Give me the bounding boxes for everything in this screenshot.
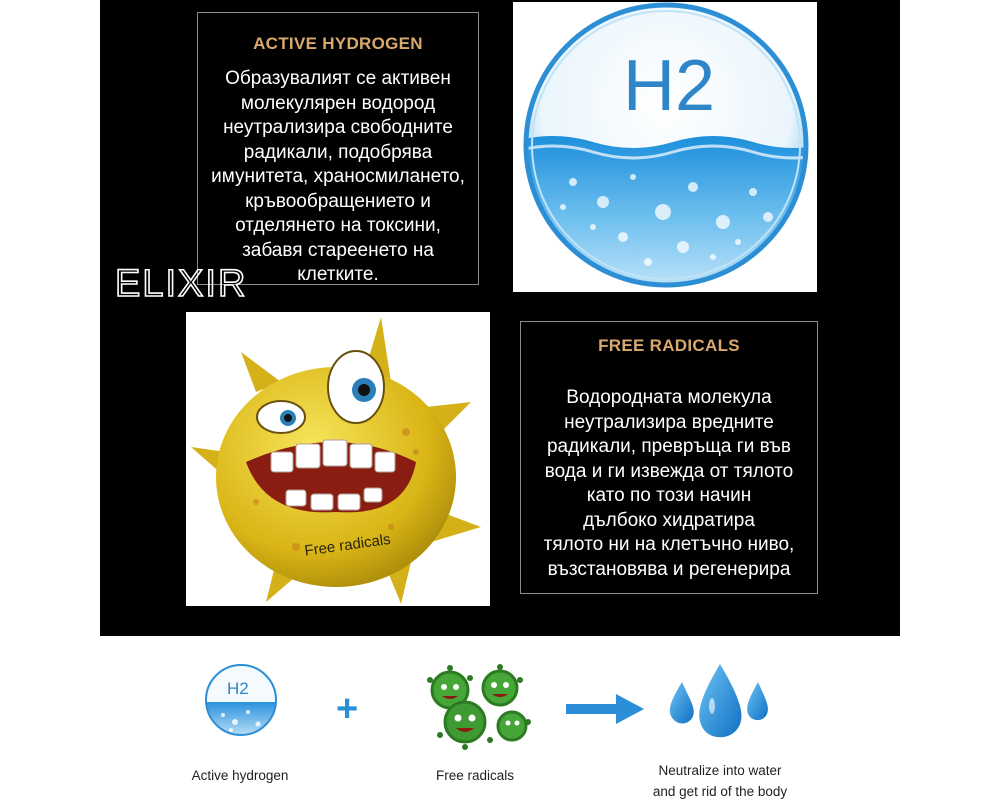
arrow-right-icon: [566, 694, 646, 729]
h2-formula-label: H2: [623, 46, 716, 126]
logo-text: ELIXIR: [115, 263, 248, 305]
monster-label: Free radicals: [303, 530, 392, 560]
mini-h2-sphere: [203, 660, 279, 745]
virus-cluster: [420, 660, 535, 755]
mini-h2-label: H2: [227, 679, 249, 698]
active-hydrogen-text: Образувалият се активен молекулярен водород неутрализира свободните радикали, подобрява имунитета, храносмилането, кръвообращението и отделянето на токсини, забавя стареенето на клетките.: [211, 68, 465, 285]
monster-illustration: [186, 312, 490, 606]
mini-h2-sphere-icon: [203, 660, 279, 740]
caption-free-radicals: Free radicals: [435, 768, 515, 783]
active-hydrogen-title: ACTIVE HYDROGEN: [253, 34, 423, 53]
free-radical-monster-image: [186, 312, 490, 606]
h2-sphere-illustration: [513, 2, 817, 292]
virus-cluster-icon: [420, 660, 535, 750]
free-radicals-box: [520, 321, 818, 594]
caption-active-hydrogen: Active hydrogen: [191, 768, 289, 783]
caption-neutralize-water: Neutralize into water and get rid of the body: [652, 763, 788, 799]
water-drops-icon: [660, 660, 780, 755]
elixir-logo-mark: [115, 240, 265, 320]
h2-sphere-image: [513, 2, 817, 292]
elixir-logo: [115, 240, 265, 320]
free-radicals-text: Водородната молекула неутрализира вредните радикали, превръща ги във вода и ги извежда от тялото като по този начин дълбоко хидратира тялото ни на клетъчно ниво, възстановява и регенерира: [543, 387, 795, 580]
plus-sign: +: [336, 688, 359, 730]
free-radicals-title: FREE RADICALS: [598, 336, 740, 355]
